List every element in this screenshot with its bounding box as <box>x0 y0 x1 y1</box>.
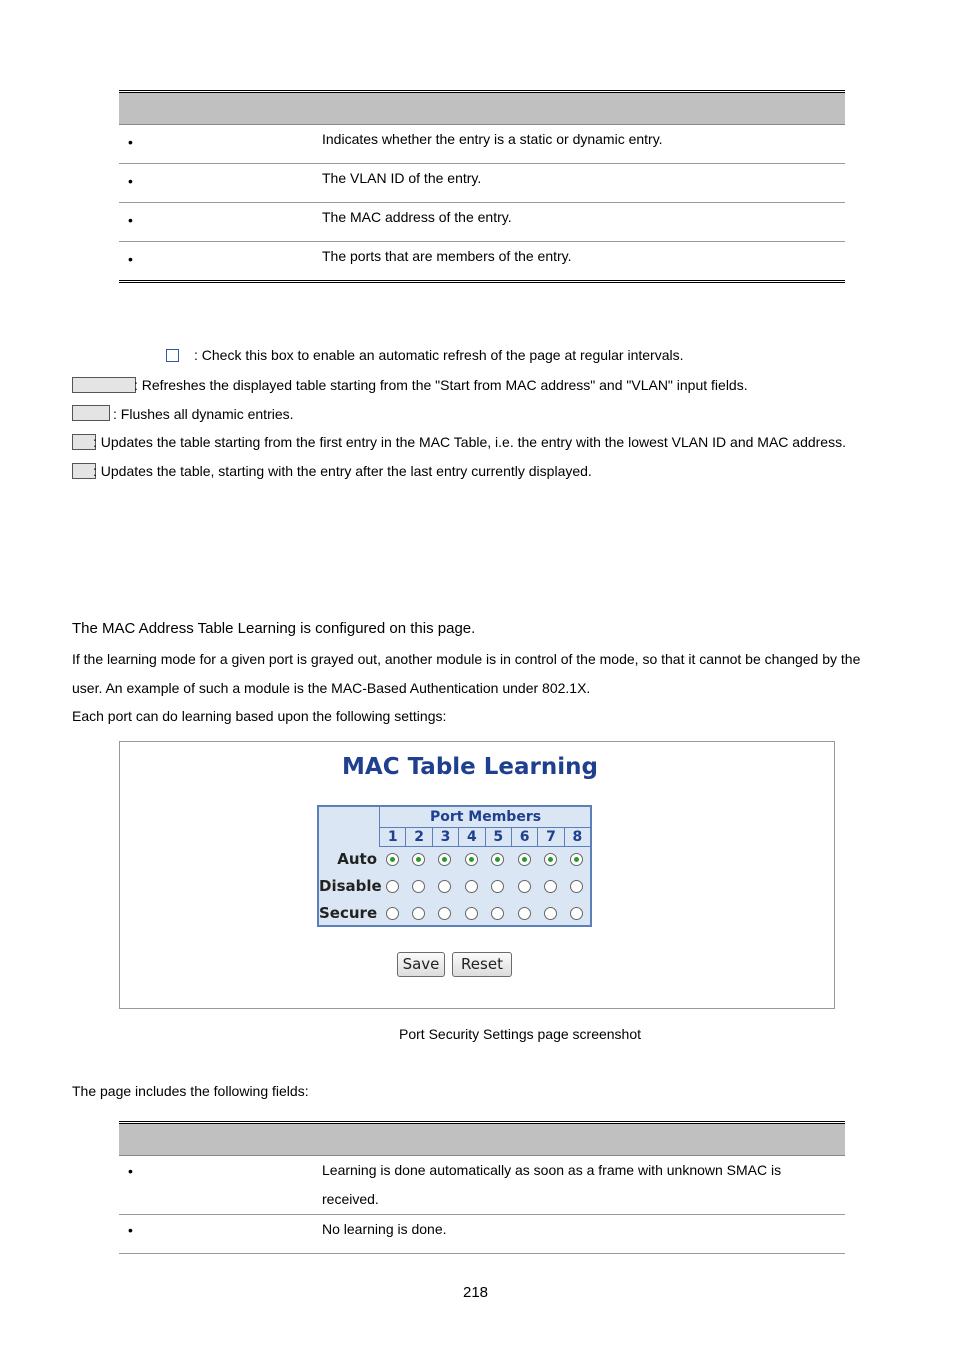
radio-auto-port-3[interactable] <box>438 853 451 866</box>
table-row <box>119 164 845 203</box>
radio-disable-port-1[interactable] <box>386 880 399 893</box>
reset-button[interactable]: Reset <box>452 952 512 977</box>
bullet: • <box>128 173 133 189</box>
page-number: 218 <box>463 1284 489 1301</box>
port-number: 1 <box>379 828 405 846</box>
field-description: received. <box>322 1191 379 1207</box>
first-page-description: : Updates the table starting from the first entry in the MAC Table, i.e. the entry with the lowest VLAN ID and MAC address. <box>93 434 846 450</box>
radio-auto-port-5[interactable] <box>491 853 504 866</box>
field-description: No learning is done. <box>322 1221 447 1237</box>
radio-auto-port-2[interactable] <box>412 853 425 866</box>
bullet: • <box>128 1163 133 1179</box>
radio-secure-port-7[interactable] <box>544 907 557 920</box>
mac-learning-table <box>317 805 592 927</box>
radio-disable-port-3[interactable] <box>438 880 451 893</box>
radio-disable-port-7[interactable] <box>544 880 557 893</box>
table-top-rule <box>119 90 845 91</box>
bullet: • <box>128 251 133 267</box>
paragraph-line: If the learning mode for a given port is grayed out, another module is in control of the mode, so that it cannot be changed by the <box>72 651 861 667</box>
paragraph-line: user. An example of such a module is the MAC-Based Authentication under 802.1X. <box>72 680 591 696</box>
port-number: 6 <box>511 828 537 846</box>
radio-auto-port-8[interactable] <box>570 853 583 866</box>
page-title: MAC Table Learning <box>342 754 598 780</box>
auto-refresh-description: : Check this box to enable an automatic refresh of the page at regular intervals. <box>194 347 684 363</box>
refresh-button[interactable] <box>72 377 136 393</box>
learning-modes-table <box>119 1121 845 1254</box>
port-number: 4 <box>458 828 484 846</box>
radio-disable-port-4[interactable] <box>465 880 478 893</box>
field-description: The MAC address of the entry. <box>322 209 512 225</box>
radio-secure-port-5[interactable] <box>491 907 504 920</box>
radio-secure-port-1[interactable] <box>386 907 399 920</box>
field-description: The ports that are members of the entry. <box>322 248 572 264</box>
table-row <box>119 203 845 242</box>
auto-refresh-checkbox[interactable] <box>166 349 179 362</box>
mode-label-auto: Auto <box>337 850 377 868</box>
field-description: Learning is done automatically as soon as a frame with unknown SMAC is <box>322 1162 782 1178</box>
field-description: The VLAN ID of the entry. <box>322 170 482 186</box>
save-button[interactable]: Save <box>397 952 445 977</box>
table-row <box>119 1156 845 1215</box>
port-number: 8 <box>564 828 590 846</box>
port-number-row <box>379 827 590 847</box>
clear-description: : Flushes all dynamic entries. <box>113 406 294 422</box>
table-row <box>119 1215 845 1254</box>
section-intro: The MAC Address Table Learning is configured on this page. <box>72 620 476 637</box>
radio-auto-port-6[interactable] <box>518 853 531 866</box>
radio-disable-port-8[interactable] <box>570 880 583 893</box>
mode-label-disable: Disable <box>319 877 382 895</box>
radio-auto-port-7[interactable] <box>544 853 557 866</box>
radio-disable-port-5[interactable] <box>491 880 504 893</box>
next-page-description: : Updates the table, starting with the entry after the last entry currently displayed. <box>93 463 592 479</box>
mac-table-fields-table <box>119 90 845 283</box>
radio-secure-port-8[interactable] <box>570 907 583 920</box>
fields-intro: The page includes the following fields: <box>72 1083 309 1099</box>
figure-caption: Port Security Settings page screenshot <box>399 1026 642 1042</box>
port-number: 5 <box>485 828 511 846</box>
radio-secure-port-3[interactable] <box>438 907 451 920</box>
radio-secure-port-6[interactable] <box>518 907 531 920</box>
mode-label-secure: Secure <box>319 904 378 922</box>
refresh-description: : Refreshes the displayed table starting from the "Start from MAC address" and "VLAN" input fields. <box>134 377 748 393</box>
screenshot-panel <box>119 741 835 1009</box>
bullet: • <box>128 134 133 150</box>
table-row <box>119 242 845 280</box>
bullet: • <box>128 212 133 228</box>
table-bottom-rule <box>119 280 845 283</box>
port-number: 2 <box>405 828 431 846</box>
table-top-rule <box>119 1121 845 1122</box>
field-description: Indicates whether the entry is a static or dynamic entry. <box>322 131 663 147</box>
port-members-header: Port Members <box>379 807 591 827</box>
bullet: • <box>128 1222 133 1238</box>
radio-secure-port-4[interactable] <box>465 907 478 920</box>
clear-button[interactable] <box>72 405 110 421</box>
table-header-row <box>119 1123 845 1156</box>
table-header-row <box>119 92 845 125</box>
radio-auto-port-1[interactable] <box>386 853 399 866</box>
table-row <box>119 125 845 164</box>
radio-auto-port-4[interactable] <box>465 853 478 866</box>
radio-disable-port-2[interactable] <box>412 880 425 893</box>
radio-secure-port-2[interactable] <box>412 907 425 920</box>
radio-disable-port-6[interactable] <box>518 880 531 893</box>
paragraph-line: Each port can do learning based upon the following settings: <box>72 708 447 724</box>
port-number: 3 <box>432 828 458 846</box>
port-number: 7 <box>537 828 563 846</box>
